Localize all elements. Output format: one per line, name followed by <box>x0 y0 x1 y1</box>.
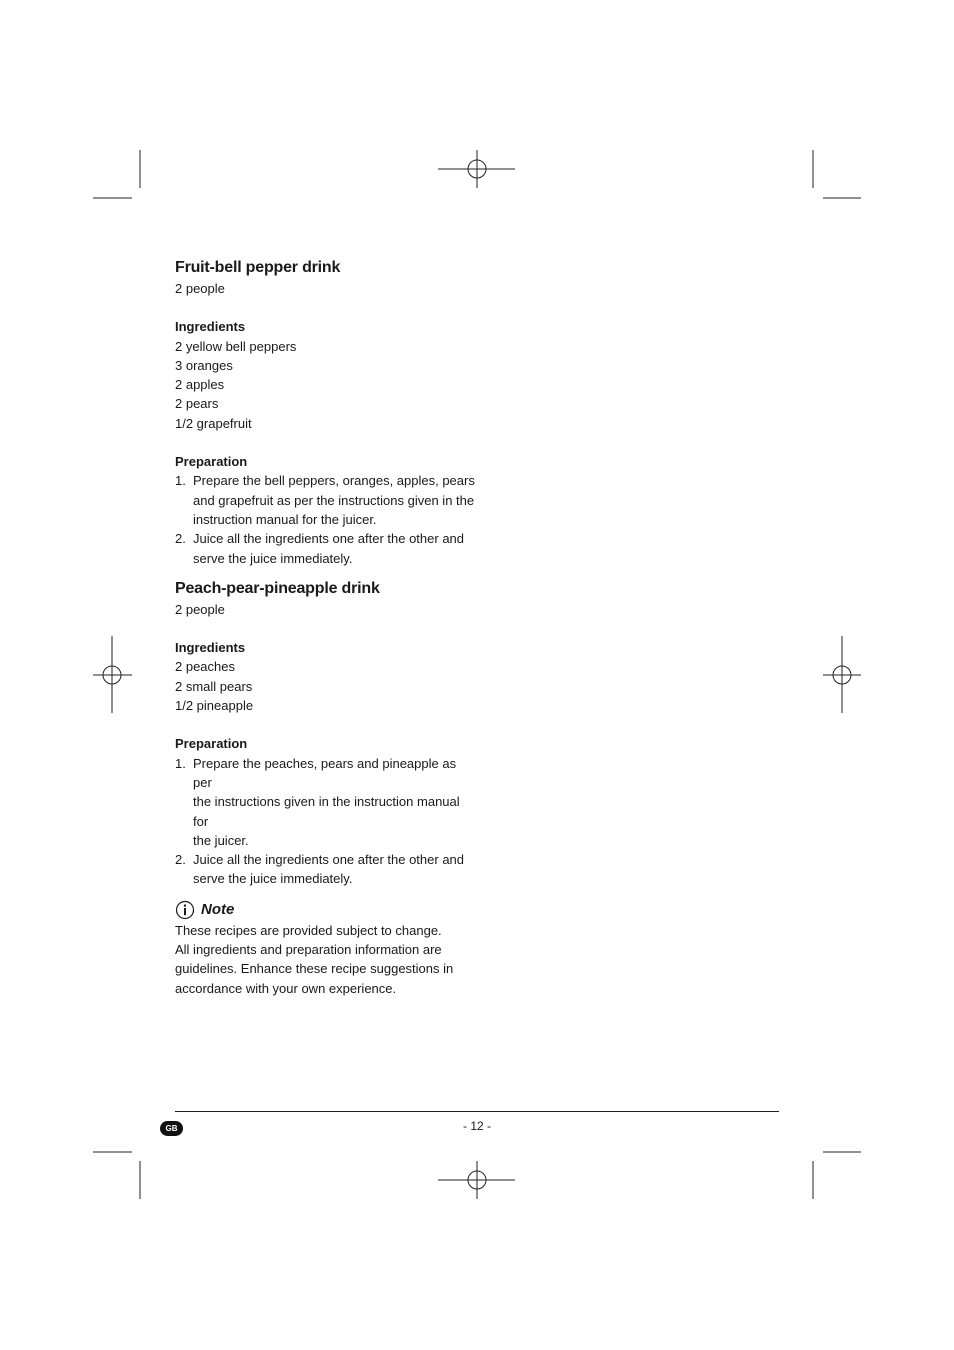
step-item <box>175 471 475 529</box>
ingredient-item: 3 oranges <box>175 357 233 373</box>
step-number: 1. <box>175 755 186 771</box>
note-text: guidelines. Enhance these recipe suggestions in <box>175 961 454 977</box>
step-item <box>175 850 475 889</box>
ingredients-heading: Ingredients <box>175 640 246 656</box>
step-line: the instructions given in the instruction manual for <box>193 794 460 829</box>
recipe-peach-pear-pineapple <box>175 578 475 889</box>
note-text: These recipes are provided subject to change. <box>175 922 442 938</box>
step-line: serve the juice immediately. <box>193 871 353 887</box>
step-line: the juicer. <box>193 832 249 848</box>
recipe-fruit-bell-pepper <box>175 257 475 568</box>
recipe-title: Fruit-bell pepper drink <box>175 259 341 276</box>
step-line: Juice all the ingredients one after the other and <box>193 531 465 547</box>
footer-divider <box>175 1111 779 1112</box>
servings: 2 people <box>175 281 225 296</box>
step-line: and grapefruit as per the instructions given in the <box>193 492 475 508</box>
note-header <box>175 899 475 921</box>
ingredient-item: 1/2 pineapple <box>175 698 254 714</box>
step-line: serve the juice immediately. <box>193 550 353 566</box>
step-number: 2. <box>175 531 186 547</box>
step-item <box>175 754 475 850</box>
content-column <box>175 257 475 998</box>
step-number: 2. <box>175 852 186 868</box>
step-number: 1. <box>175 473 186 489</box>
step-item <box>175 529 475 568</box>
ingredients-heading: Ingredients <box>175 319 246 335</box>
ingredient-item: 2 apples <box>175 377 225 393</box>
page-number: - 12 - <box>462 1119 491 1133</box>
servings: 2 people <box>175 601 225 617</box>
recipe-title: Peach-pear-pineapple drink <box>175 579 380 597</box>
preparation-heading: Preparation <box>175 736 248 752</box>
preparation-heading: Preparation <box>175 454 248 470</box>
note-text: All ingredients and preparation information are <box>175 942 442 958</box>
note-text: accordance with your own experience. <box>175 980 397 996</box>
ingredient-item: 1/2 grapefruit <box>175 415 252 431</box>
info-icon <box>175 900 195 920</box>
country-badge: GB <box>160 1121 183 1136</box>
preparation-steps <box>175 471 475 567</box>
step-line: instruction manual for the juicer. <box>193 511 377 527</box>
ingredient-item: 2 peaches <box>175 659 235 675</box>
step-line: Prepare the peaches, pears and pineapple as per <box>193 755 457 790</box>
step-line: Prepare the bell peppers, oranges, apples, pears <box>193 473 475 489</box>
preparation-steps <box>175 754 475 889</box>
note-title: Note <box>201 901 235 919</box>
ingredient-item: 2 pears <box>175 396 219 412</box>
note-section <box>175 899 475 998</box>
step-line: Juice all the ingredients one after the other and <box>193 852 465 868</box>
ingredient-item: 2 small pears <box>175 678 253 694</box>
ingredient-item: 2 yellow bell peppers <box>175 338 297 354</box>
